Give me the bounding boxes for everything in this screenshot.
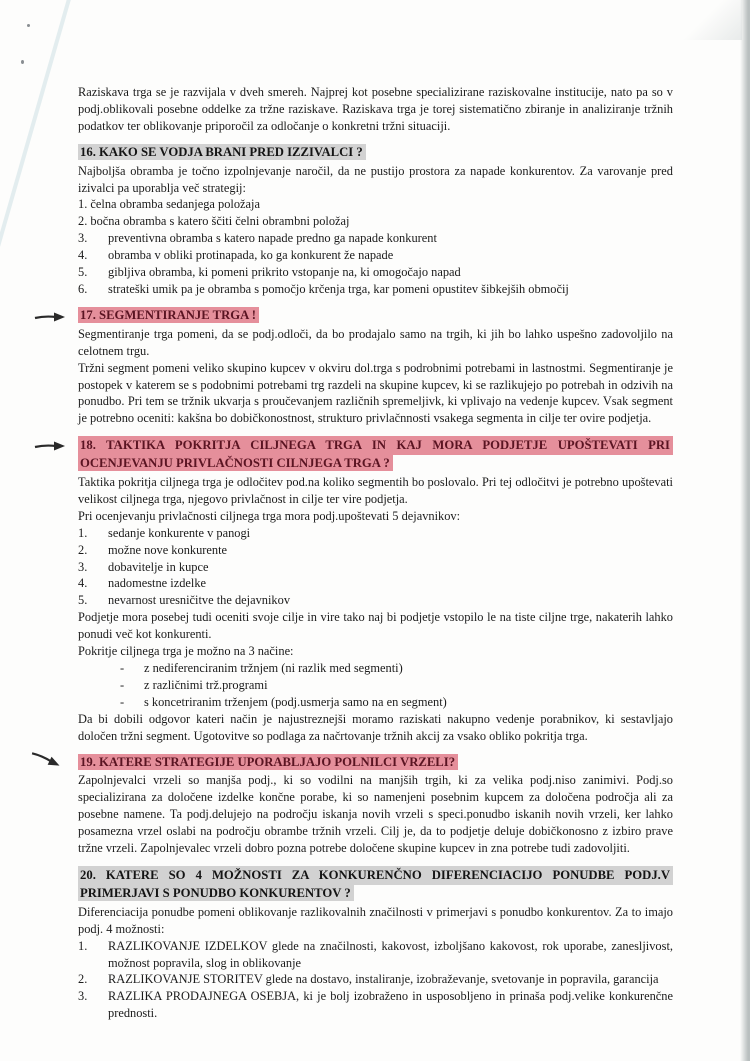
section-20-heading-text: PRIMERJAVI S PONUDBO KONKURENTOV ? <box>78 885 354 901</box>
section-18-paragraph: Taktika pokritja ciljnega trga je odločitev pod.na koliko segmentih bo poslovalo. Pri tej odločitvi je potrebno upoštevati velikost ciljnega trga, njegovo privlačnost in cilje ter vire podjetja. <box>78 475 673 506</box>
scan-artifact-line <box>0 0 73 263</box>
section-18-paragraph: Pri ocenjevanju privlačnosti ciljnega trga mora podj.upoštevati 5 dejavnikov: <box>78 508 461 523</box>
list-number: 5. <box>78 593 88 608</box>
list-item <box>120 660 673 677</box>
list-item <box>78 542 673 559</box>
list-number: 3. <box>78 231 88 246</box>
section-16-heading-text: 16. KAKO SE VODJA BRANI PRED IZZIVALCI ? <box>78 144 366 160</box>
dash-bullet: - <box>120 694 125 709</box>
list-item <box>78 281 673 298</box>
section-18-paragraph: Da bi dobili odgovor kateri način je najustreznejši moramo raziskati nakupno vedenje porabnikov, ki sestavljajo določen tržni segment. Ugotovitve so podlaga za načrtovanje tržnih akcij za vsako obliko pokritja trga. <box>78 711 673 743</box>
annotation-arrow-right-icon <box>34 310 66 324</box>
list-text: gibljiva obramba, ki pomeni prikrito vstopanje na, ki omogočajo napad <box>108 265 461 280</box>
list-number: 1. <box>78 525 88 540</box>
list-text: nevarnost uresničitve the dejavnikov <box>108 593 291 608</box>
dash-bullet: - <box>120 661 125 675</box>
list-item <box>78 525 673 542</box>
section-16-paragraph: Najboljša obramba je točno izpolnjevanje naročil, da ne pustijo prostora za napade konkurentov. Za varovanje pred izivalci pa uporablja več strategij: <box>78 163 673 195</box>
list-text: dobavitelje in kupce <box>108 559 209 574</box>
list-number: 3. <box>78 559 88 574</box>
list-item <box>120 694 673 711</box>
list-item <box>78 988 673 1022</box>
section-17 <box>78 307 673 427</box>
list-text: s koncetriranim trženjem (podj.usmerja samo na en segment) <box>144 694 447 709</box>
section-20-heading-line2 <box>78 885 673 902</box>
list-item <box>78 592 673 609</box>
list-item <box>78 230 673 247</box>
section-17-heading <box>78 307 673 324</box>
list-number: 5. <box>78 265 88 280</box>
list-number: 2. <box>78 542 88 557</box>
intro-paragraph: Raziskava trga se je razvijala v dveh smereh. Najprej kot posebne specializirane raziskovalne institucije, nato pa so v podj.oblikovali posebne oddelke za tržne raziskave. Raziskava trga je torej sistematično zbiranje in analiziranje tržnih podatkov ter oblikovanje priporočil za odločanje o konkretni tržni situaciji. <box>78 85 673 133</box>
list-number: 2. <box>78 972 88 987</box>
section-18-paragraph: Pokritje ciljnega trga je možno na 3 načine: <box>78 644 294 659</box>
annotation-arrow-right-icon <box>34 439 66 453</box>
list-item: 2. bočna obramba s katero ščiti čelni obrambni položaj <box>78 214 350 229</box>
list-number: 3. <box>78 989 88 1004</box>
list-number: 4. <box>78 248 88 263</box>
section-19-heading <box>78 754 673 771</box>
section-20-heading-line1: 20. KATERE SO 4 MOŽNOSTI ZA KONKURENČNO DIFERENCIACIJO PONUDBE PODJ.V <box>78 866 673 885</box>
scan-speck <box>21 60 24 64</box>
scan-corner-shade <box>682 0 742 40</box>
list-item <box>78 575 673 592</box>
list-text: RAZLIKA PRODAJNEGA OSEBJA, ki je bolj izobraženo in usposobljeno in prinaša podj.velike konkurenčne prednosti. <box>108 989 673 1021</box>
section-17-paragraph: Segmentiranje trga pomeni, da se podj.odloči, da bo prodajalo samo na trgih, ki jih bo lahko uspešno zadovoljilo na celotnem trgu. <box>78 326 673 358</box>
annotation-arrow-down-right-icon <box>29 745 64 772</box>
dash-bullet: - <box>120 677 125 692</box>
list-text: obramba v obliki protinapada, ko ga konkurent že napade <box>108 248 394 263</box>
section-20-paragraph: Diferenciacija ponudbe pomeni oblikovanje razlikovalnih značilnosti v primerjavi s ponudbo konkurentov. Za to imajo podj. 4 možnosti: <box>78 904 673 936</box>
list-text: z nediferenciranim tržnjem (ni razlik med segmenti) <box>144 661 403 675</box>
section-19-paragraph: Zapolnjevalci vrzeli so manjša podj., ki so vodilni na manjših trgih, ki za velika podj.niso zanimivi. Podj.so specializirana za določene izdelke končne porabe, ki so namenjeni posebnim kupcem za določena področja ali za posebne namene. Ta podj.delujejo na področju iskanja novih vrzeli s speci.ponudbo iskanih novih vrzeli, ker lahko posamezna vrzel oslabi na področju obrambe tržnih vrzeli. Cilj je, da to podjetje deluje dobičkonosno z izbiro prave tržne vrzeli. Zapolnjevalec vrzeli dobro pozna potrebe določene skupine kupcev in zna potrebe tudi zadovoljiti. <box>78 773 673 856</box>
list-text: strateški umik pa je obramba s pomočjo krčenja trga, kar pomeni opustitev šibkejših območij <box>108 281 569 296</box>
list-item <box>78 971 673 988</box>
section-16 <box>78 144 673 298</box>
list-text: preventivna obramba s katero napade predno ga napade konkurent <box>108 231 437 246</box>
list-number: 4. <box>78 576 88 591</box>
section-18-heading-line2 <box>78 455 673 472</box>
list-text: možne nove konkurente <box>108 542 228 557</box>
section-18-heading-text: OCENJEVANJU PRIVLAČNOSTI CILNJEGA TRGA ? <box>78 455 393 471</box>
list-text: nadomestne izdelke <box>108 576 207 591</box>
section-19-heading-text: 19. KATERE STRATEGIJE UPORABLJAJO POLNILCI VRZELI? <box>78 754 458 770</box>
section-20 <box>78 866 673 1022</box>
section-19 <box>78 754 673 857</box>
list-number: 6. <box>78 281 88 296</box>
list-item <box>120 677 673 694</box>
section-17-heading-text: 17. SEGMENTIRANJE TRGA ! <box>78 307 259 323</box>
list-item <box>78 264 673 281</box>
list-text: sedanje konkurente v panogi <box>108 525 251 540</box>
document-content <box>78 84 673 1022</box>
list-text: RAZLIKOVANJE STORITEV glede na dostavo, instaliranje, izobraževanje, svetovanje in popravila, garancija <box>108 972 659 987</box>
scan-edge-shadow <box>740 0 750 1061</box>
section-17-paragraph: Tržni segment pomeni veliko skupino kupcev v okviru dol.trga s podrobnimi potrebami in lastnostmi. Segmentiranje je postopek v katerem se s podobnimi potrebami trg razdeli na skupine kupcev, ki se razlikujejo po potrebah in odzivih na ponudbo. Pri tem se tržnik ukvarja s proučevanjem različnih spremeljivk, ki vplivajo na vedenje kupcev. Vsak segment je potrebno oceniti: kakšna bo dobičkonostnost, strukturo privlačnnosti vsakega segmenta in cilje ter ovire podjetja. <box>78 360 673 426</box>
section-18-heading-line1: 18. TAKTIKA POKRITJA CILJNEGA TRGA IN KAJ MORA PODJETJE UPOŠTEVATI PRI <box>78 436 673 455</box>
section-18 <box>78 436 673 744</box>
section-16-heading <box>78 144 673 161</box>
list-item <box>78 559 673 576</box>
list-text: z različnimi trž.programi <box>144 677 268 692</box>
list-item: 1. čelna obramba sedanjega položaja <box>78 197 260 212</box>
list-text: RAZLIKOVANJE IZDELKOV glede na značilnosti, kakovost, izboljšano kakovost, rok uporabe, zanesljivost, možnost popravila, slog in oblikovanje <box>108 938 673 970</box>
list-number: 1. <box>78 938 88 953</box>
list-item <box>78 938 673 972</box>
list-item <box>78 247 673 264</box>
section-18-paragraph: Podjetje mora posebej tudi oceniti svoje cilje in vire tako naj bi podjetje vstopilo le na tiste ciljne trge, nakaterih lahko ponudi več kot konkurenti. <box>78 610 673 642</box>
scan-speck <box>27 24 30 27</box>
